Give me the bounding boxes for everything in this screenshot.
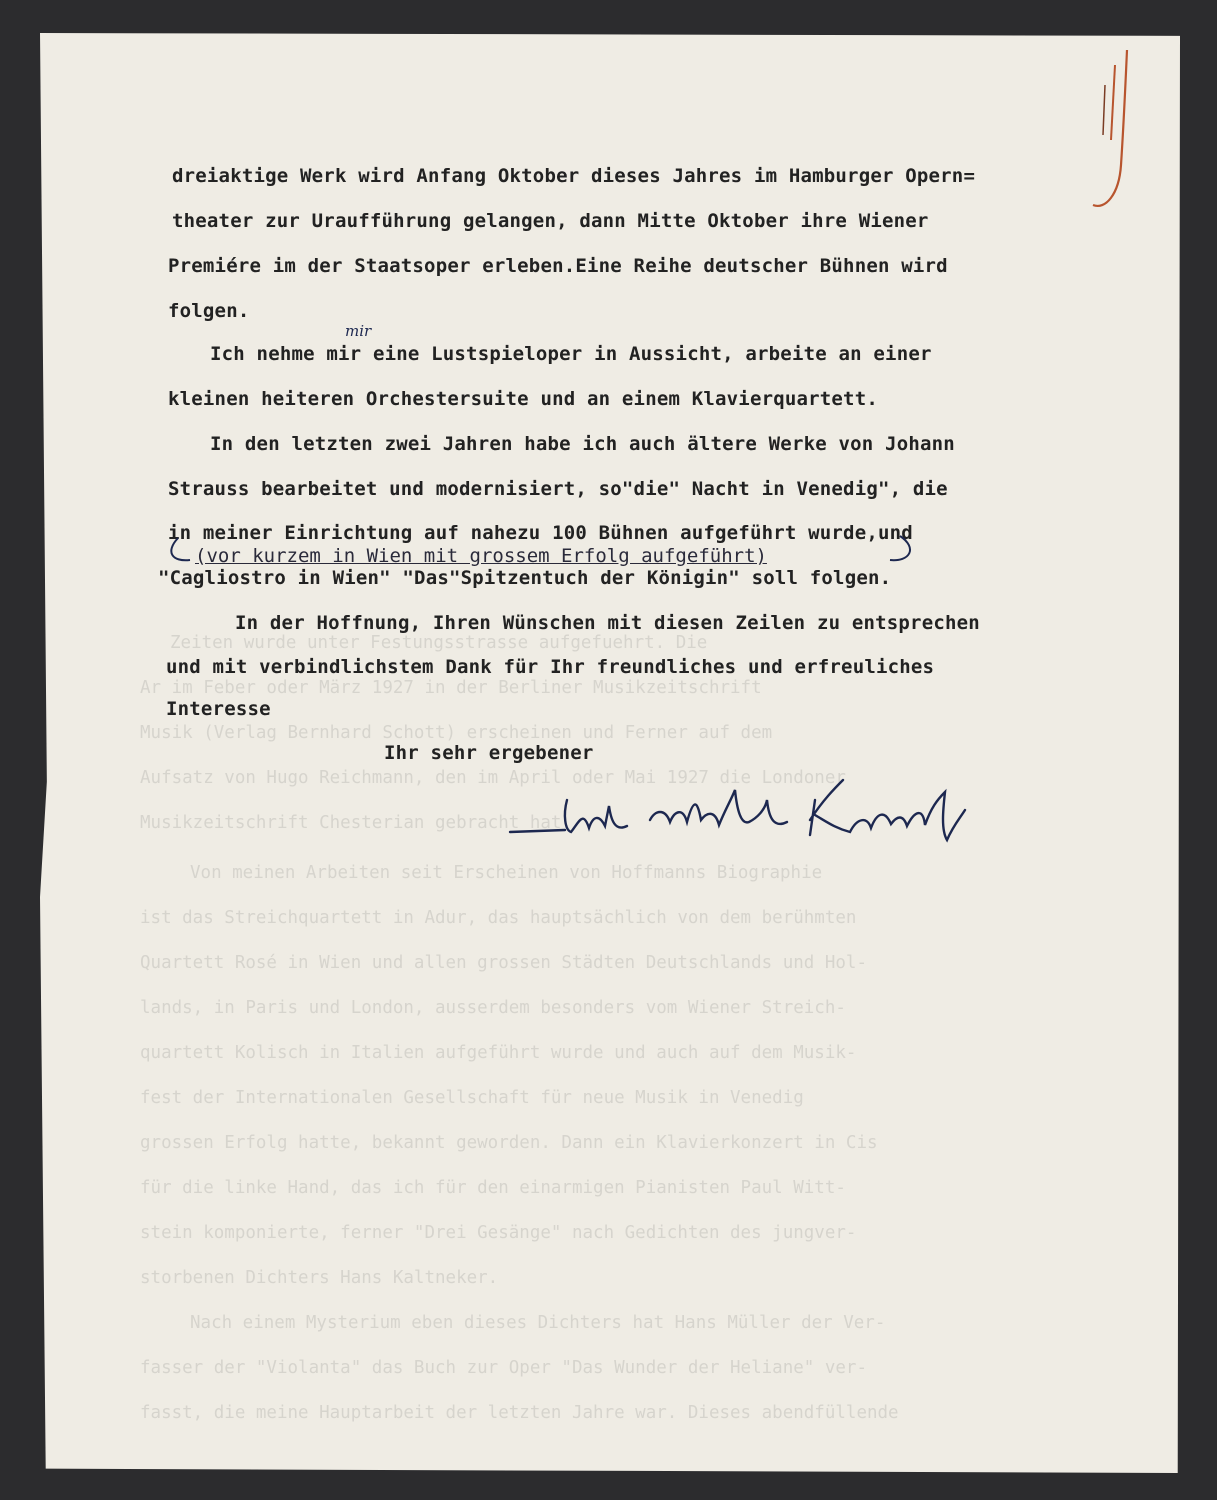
handwritten-insert: (vor kurzem in Wien mit grossem Erfolg aufgeführt) <box>195 545 767 567</box>
typed-line-3: Premiére im der Staatsoper erleben.Eine Reihe deutscher Bühnen wird <box>168 255 948 277</box>
typed-line-4: folgen. <box>168 300 250 322</box>
typed-line-1: dreiaktige Werk wird Anfang Oktober dieses Jahres im Hamburger Opern= <box>172 165 976 187</box>
typed-line-10: "Cagliostro in Wien" "Das"Spitzentuch der Königin" soll folgen. <box>158 567 892 589</box>
typed-line-2: theater zur Uraufführung gelangen, dann Mitte Oktober ihre Wiener <box>172 210 929 232</box>
typed-line-13: Interesse <box>166 698 271 720</box>
typed-line-7: In den letzten zwei Jahren habe ich auch ältere Werke von Johann <box>210 433 955 455</box>
typed-line-12: und mit verbindlichstem Dank für Ihr freundliches und erfreuliches <box>166 656 935 678</box>
red-pencil-mark <box>1055 45 1135 215</box>
handwritten-margin-note: mir <box>345 322 372 340</box>
typed-line-9: in meiner Einrichtung auf nahezu 100 Bühnen aufgeführt wurde,und <box>168 522 913 544</box>
typed-line-8: Strauss bearbeitet und modernisiert, so"die" Nacht in Venedig", die <box>168 478 948 500</box>
typed-line-14: Ihr sehr ergebener <box>384 742 594 764</box>
signature <box>505 770 975 860</box>
typed-line-11: In der Hoffnung, Ihren Wünschen mit diesen Zeilen zu entsprechen <box>235 612 980 634</box>
typed-line-6: kleinen heiteren Orchestersuite und an einem Klavierquartett. <box>168 388 878 410</box>
typed-line-5: Ich nehme mir eine Lustspieloper in Aussicht, arbeite an einer <box>210 343 932 365</box>
letter-page <box>40 33 1180 1473</box>
